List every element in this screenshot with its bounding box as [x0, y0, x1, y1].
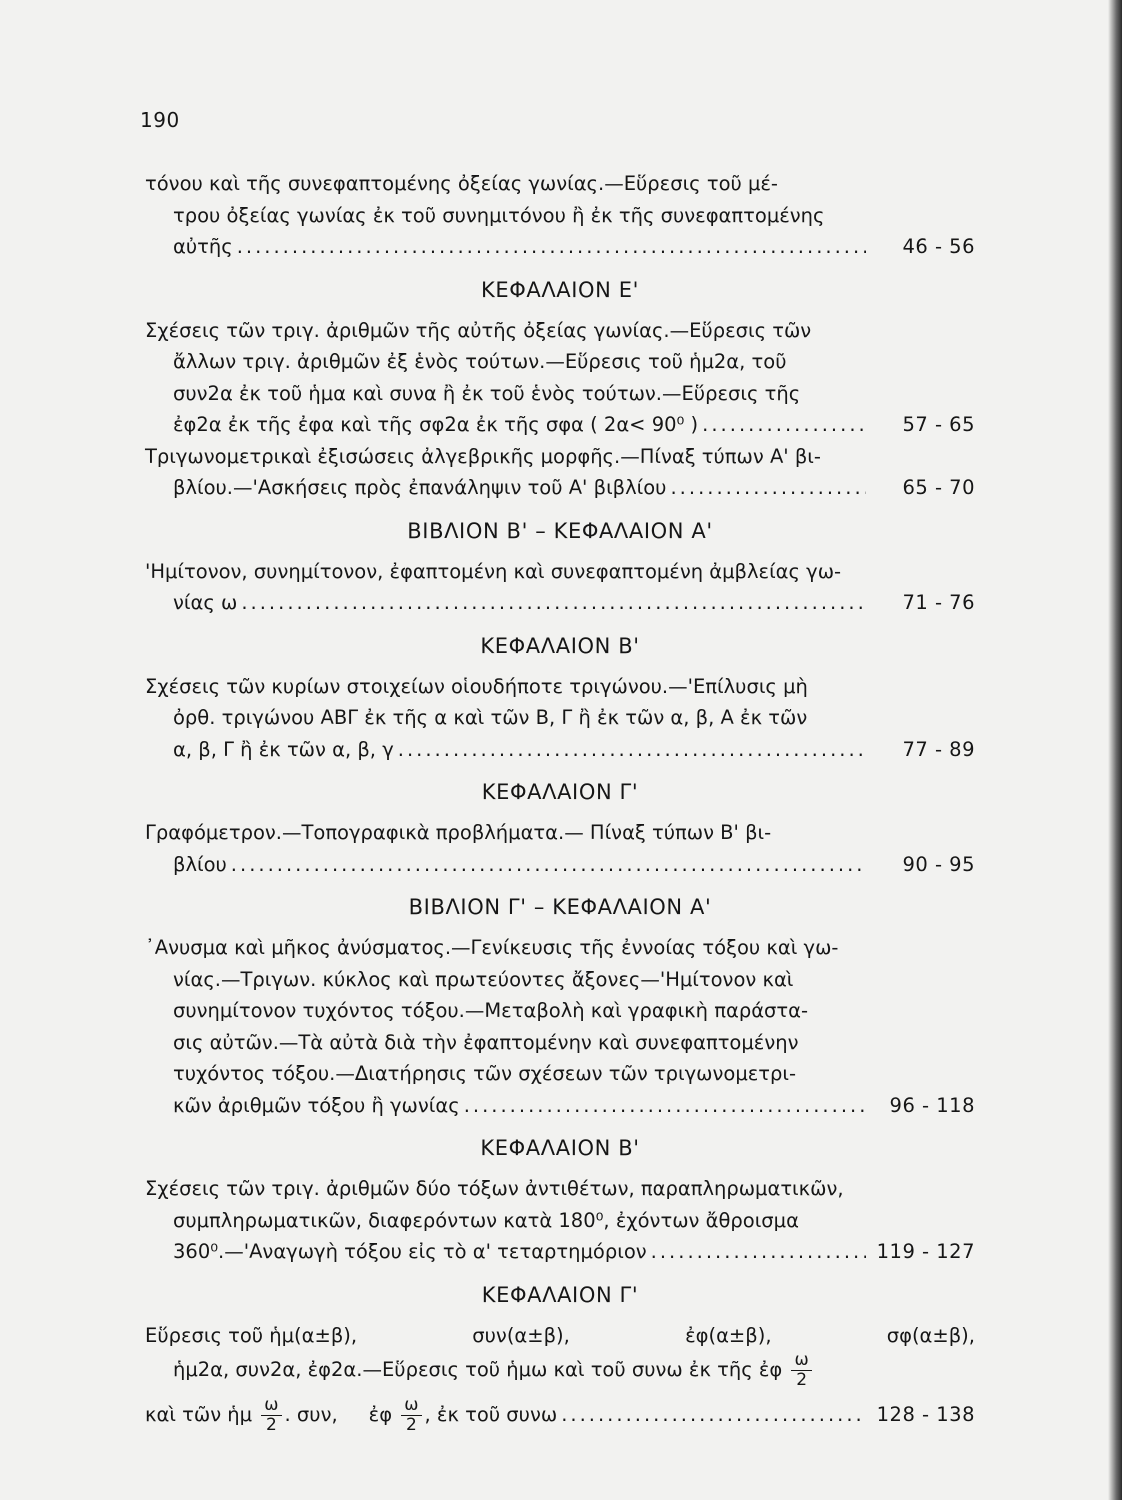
toc-row: βλίου ..... 90 - 95	[173, 849, 975, 881]
leader-dots	[464, 1090, 866, 1122]
toc-entry-continued: νίας.—Τριγων. κύκλος καὶ πρωτεύοντες ἄξονες—'Ημίτονον καὶ συνημίτονον τυχόντος τόξου.—Μεταβολὴ καὶ γραφικὴ παράστα- σις αὐτῶν.—Τὰ αὐτὰ διὰ τὴν ἐφαπτομένην καὶ συνεφαπτομένην τυχόντος τόξου.—Διατήρησις τῶν σχέσεων τῶν τριγωνομετρι- κῶν ἀριθμῶν τόξου ἢ γωνίας ..... 96 - 118	[173, 964, 975, 1122]
toc-entry: Γραφόμετρον.—Τοπογραφικὰ προβλήματα.— Πίναξ τύπων Β' βι-	[145, 821, 772, 844]
leader-dots	[670, 472, 866, 504]
toc-row: καὶ τῶν ἡμ $\frac{\omega}{2}$ . συν, ἐφ $\frac{\omega}{2}$ , ἐκ τοῦ συνω ..... 128 - 138	[145, 1396, 975, 1435]
chapter-heading: ΚΕΦΑΛΑΙΟΝ Γ'	[481, 780, 639, 804]
page-range: 96 - 118	[889, 1093, 975, 1117]
toc-entry: Σχέσεις τῶν τριγ. ἀριθμῶν τῆς αὐτῆς ὀξείας γωνίας.—Εὕρεσις τῶν	[145, 318, 812, 342]
page-range: 90 - 95	[902, 852, 975, 876]
fraction-omega-over-2: $\frac{\omega}{2}$	[261, 1396, 281, 1435]
toc-entry: Τριγωνομετρικαὶ ἐξισώσεις ἀλγεβρικῆς μορφῆς.—Πίναξ τύπων Α' βι-	[145, 444, 821, 468]
toc-entry-continued	[173, 587, 975, 619]
leader-dots	[561, 1398, 866, 1432]
toc-row: αὐτῆς ..... 46 - 56	[173, 231, 975, 263]
toc-row: κῶν ἀριθμῶν τόξου ἢ γωνίας ..... 96 - 118	[173, 1090, 975, 1122]
fraction-omega-over-2: $\frac{\omega}{2}$	[401, 1396, 421, 1435]
page-range: 119 - 127	[876, 1240, 975, 1263]
formula-row: Εὕρεσις τοῦ ἡμ(α±β), συν(α±β), ἐφ(α±β), σφ(α±β),	[145, 1323, 975, 1347]
toc-row: ἐφ2α ἐκ τῆς ἐφα καὶ τῆς σφ2α ἐκ τῆς σφα ( 2α< 90⁰ ) ..... 57 - 65	[173, 409, 975, 441]
leader-dots	[241, 587, 866, 619]
page-number: 190	[140, 108, 180, 132]
toc-entry-continued	[173, 849, 975, 881]
formula-line: ἡμ2α, συν2α, ἐφ2α.—Εὕρεσις τοῦ ἡμω καὶ τοῦ συνω ἐκ τῆς ἐφ $\frac{\omega}{2}$	[173, 1351, 975, 1390]
toc-row: βλίου.—'Ασκήσεις πρὸς ἐπανάληψιν τοῦ Α' βιβλίου ..... 65 - 70	[173, 472, 975, 504]
page-range: 46 - 56	[902, 235, 975, 258]
book-chapter-heading: ΒΙΒΛΙΟΝ Β' – ΚΕΦΑΛΑΙΟΝ Α'	[407, 518, 713, 543]
leader-dots	[231, 849, 866, 881]
toc-row: νίας ω ..... 71 - 76	[173, 587, 975, 619]
toc-entry: ᾿Ανυσμα καὶ μῆκος ἀνύσματος.—Γενίκευσις τῆς ἐννοίας τόξου καὶ γω-	[145, 936, 839, 959]
toc-row: 360⁰.—'Αναγωγὴ τόξου εἰς τὸ α' τεταρτημόριον ..... 119 - 127	[173, 1236, 975, 1268]
toc-entry: Σχέσεις τῶν τριγ. ἀριθμῶν δύο τόξων ἀντιθέτων, παραπληρωματικῶν,	[145, 1177, 844, 1200]
leader-dots	[237, 231, 866, 263]
page-range: 65 - 70	[902, 476, 975, 499]
leader-dots	[702, 409, 866, 441]
toc-entry-continued	[173, 1351, 975, 1390]
page-range: 128 - 138	[876, 1403, 975, 1426]
toc-row: α, β, Γ ἢ ἐκ τῶν α, β, γ ..... 77 - 89	[173, 734, 975, 766]
toc-entry-continued: ἄλλων τριγ. ἀριθμῶν ἐξ ἑνὸς τούτων.—Εὕρεσις τοῦ ἡμ2α, τοῦ συν2α ἐκ τοῦ ἡμα καὶ συνα ἢ ἐκ τοῦ ἑνὸς τούτων.—Εὕρεσις τῆς ἐφ2α ἐκ τῆς ἐφα καὶ τῆς σφ2α ἐκ τῆς σφα ( 2α< 90⁰ ) ..... 57 - 65	[173, 346, 975, 441]
leader-dots	[398, 734, 866, 766]
toc-entry: Σχέσεις τῶν κυρίων στοιχείων οἱουδήποτε τριγώνου.—'Επίλυσις μὴ	[145, 674, 808, 698]
toc-entry-continued: τρου ὀξείας γωνίας ἐκ τοῦ συνημιτόνου ἢ ἐκ τῆς συνεφαπτομένης αὐτῆς ..... 46 - 56	[173, 200, 975, 263]
chapter-heading: ΚΕΦΑΛΑΙΟΝ Β'	[480, 1136, 640, 1160]
fraction-omega-over-2: $\frac{\omega}{2}$	[791, 1351, 811, 1390]
page-range: 71 - 76	[902, 591, 975, 614]
toc-entry: τόνου καὶ τῆς συνεφαπτομένης ὀξείας γωνίας.—Εὕρεσις τοῦ μέ-	[145, 172, 778, 195]
book-chapter-heading: ΒΙΒΛΙΟΝ Γ' – ΚΕΦΑΛΑΙΟΝ Α'	[408, 895, 712, 919]
toc-entry-continued: συμπληρωματικῶν, διαφερόντων κατὰ 180⁰, ἐχόντων ἄθροισμα 360⁰.—'Αναγωγὴ τόξου εἰς τὸ α' τεταρτημόριον ..... 119 - 127	[173, 1205, 975, 1268]
chapter-heading: ΚΕΦΑΛΑΙΟΝ Β'	[480, 633, 640, 658]
page-range: 77 - 89	[902, 737, 975, 761]
chapter-heading: ΚΕΦΑΛΑΙΟΝ Γ'	[481, 1282, 639, 1307]
table-of-contents	[145, 168, 975, 1435]
toc-entry-continued	[173, 472, 975, 504]
chapter-heading: ΚΕΦΑΛΑΙΟΝ Ε'	[480, 277, 639, 302]
toc-entry: 'Ημίτονον, συνημίτονον, ἐφαπτομένη καὶ συνεφαπτομένη ἀμβλείας γω-	[145, 559, 842, 583]
page-edge-shadow	[1108, 0, 1122, 1500]
leader-dots	[651, 1236, 866, 1268]
toc-entry-continued: ὀρθ. τριγώνου ΑΒΓ ἐκ τῆς α καὶ τῶν Β, Γ ἢ ἐκ τῶν α, β, Α ἐκ τῶν α, β, Γ ἢ ἐκ τῶν α, β, γ ..... 77 - 89	[173, 702, 975, 765]
page-range: 57 - 65	[902, 413, 975, 436]
